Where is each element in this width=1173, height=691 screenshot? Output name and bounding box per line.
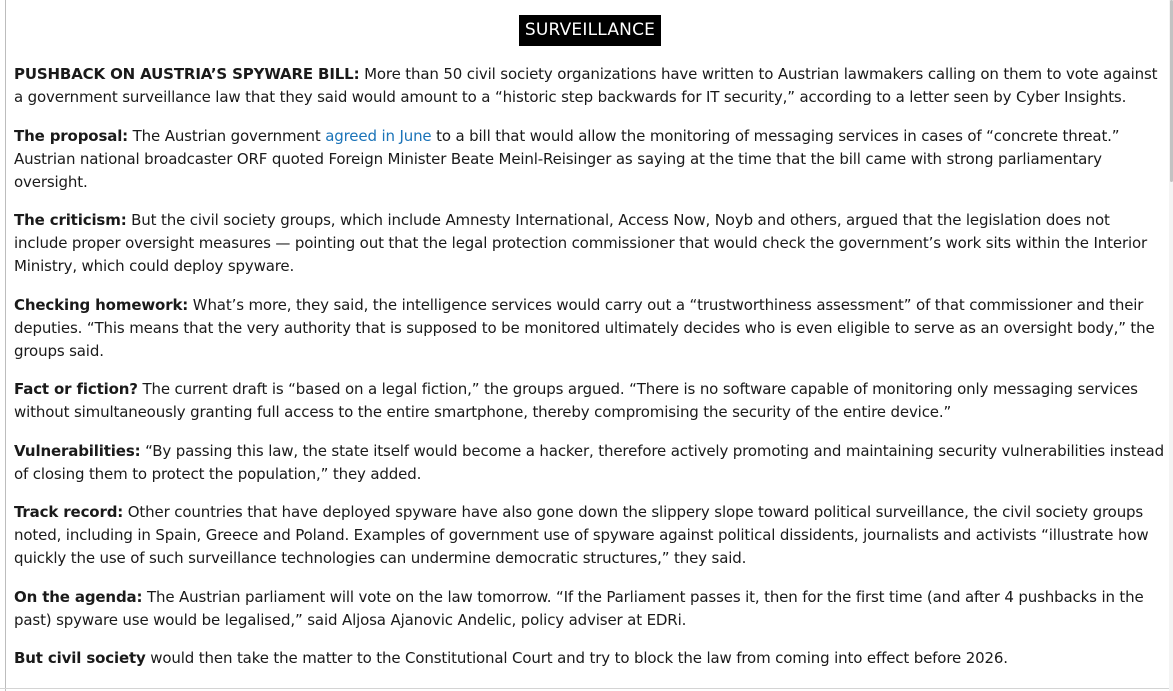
paragraph-text: The Austrian government xyxy=(128,126,326,145)
section-header-container xyxy=(14,0,1166,46)
paragraph-lead: On the agenda: xyxy=(14,587,143,606)
newsletter-article xyxy=(14,0,1166,686)
paragraph-lead: Fact or fiction? xyxy=(14,380,138,398)
paragraph-text: The Austrian parliament will vote on the law tomorrow. “If the Parliament passes it, then for the first time (and after 4 pushbacks in the past) spyware use would be legalised,” said Aljosa Ajanovic Andelic, policy adviser at EDRi. xyxy=(14,587,1144,629)
paragraph-text: would then take the matter to the Constitutional Court and try to block the law from coming into effect before 2026. xyxy=(145,649,1008,667)
paragraph-lead: The criticism: xyxy=(14,211,127,229)
paragraph-text: More than 50 civil society organizations have written to Austrian lawmakers calling on them to vote against a government surveillance law that they said would amount to a “historic step backwards for IT security,” according to a letter seen by Cyber Insights. xyxy=(14,65,1158,106)
left-border xyxy=(5,0,6,691)
section-label: SURVEILLANCE xyxy=(519,15,661,46)
paragraph-vulnerabilities xyxy=(14,440,1166,486)
paragraph-text: to a bill that would allow the monitoring of messaging services in cases of “concrete threat.” Austrian national broadcaster ORF quoted Foreign Minister Beate Meinl-Reisinger as saying at the time that the bill came with strong parliamentary oversight. xyxy=(14,126,1120,191)
paragraph-text: But the civil society groups, which include Amnesty International, Access Now, Noyb and others, argued that the legislation does not include proper oversight measures — pointing out that the legal protection commissioner that would check the government’s work sits within the Interior Ministry, which could deploy spyware. xyxy=(14,211,1148,275)
paragraph-lead: But civil society xyxy=(14,649,146,667)
bottom-border xyxy=(0,688,1173,689)
paragraph-lead: The proposal: xyxy=(14,126,129,145)
paragraph-pushback xyxy=(14,63,1166,109)
paragraph-text: What’s more, they said, the intelligence services would carry out a “trustworthiness assessment” of that commissioner and their deputies. “This means that the very authority that is supposed to be monitored ultimately decides who is even eligible to serve as an oversight body,” the groups said. xyxy=(14,295,1155,360)
paragraph-fact-or-fiction xyxy=(14,378,1166,424)
paragraph-text: Other countries that have deployed spyware have also gone down the slippery slope toward political surveillance, the civil society groups noted, including in Spain, Greece and Poland. Examples of government use of spyware against political dissidents, journalists and activists “illustrate how quickly the use of such surveillance technologies can undermine democratic structures,” they said. xyxy=(14,503,1149,567)
paragraph-proposal xyxy=(14,125,1166,194)
paragraph-text: “By passing this law, the state itself would become a hacker, therefore actively promoting and maintaining security vulnerabilities instead of closing them to protect the population,” they added. xyxy=(14,441,1164,483)
vertical-scrollbar[interactable] xyxy=(1169,0,1173,691)
paragraph-civil-society xyxy=(14,647,1166,670)
paragraph-lead: PUSHBACK ON AUSTRIA’S SPYWARE BILL: xyxy=(14,65,360,83)
paragraph-track-record xyxy=(14,501,1166,570)
paragraph-on-the-agenda xyxy=(14,586,1166,632)
paragraph-criticism xyxy=(14,209,1166,278)
paragraph-text: The current draft is “based on a legal fiction,” the groups argued. “There is no software capable of monitoring only messaging services without simultaneously granting full access to the entire smartphone, thereby compromising the security of the entire device.” xyxy=(14,380,1138,421)
agreed-in-june-link[interactable]: agreed in June xyxy=(325,126,432,145)
paragraph-checking-homework xyxy=(14,294,1166,363)
paragraph-lead: Vulnerabilities: xyxy=(14,441,141,460)
paragraph-lead: Track record: xyxy=(14,503,124,521)
paragraph-lead: Checking homework: xyxy=(14,295,189,314)
